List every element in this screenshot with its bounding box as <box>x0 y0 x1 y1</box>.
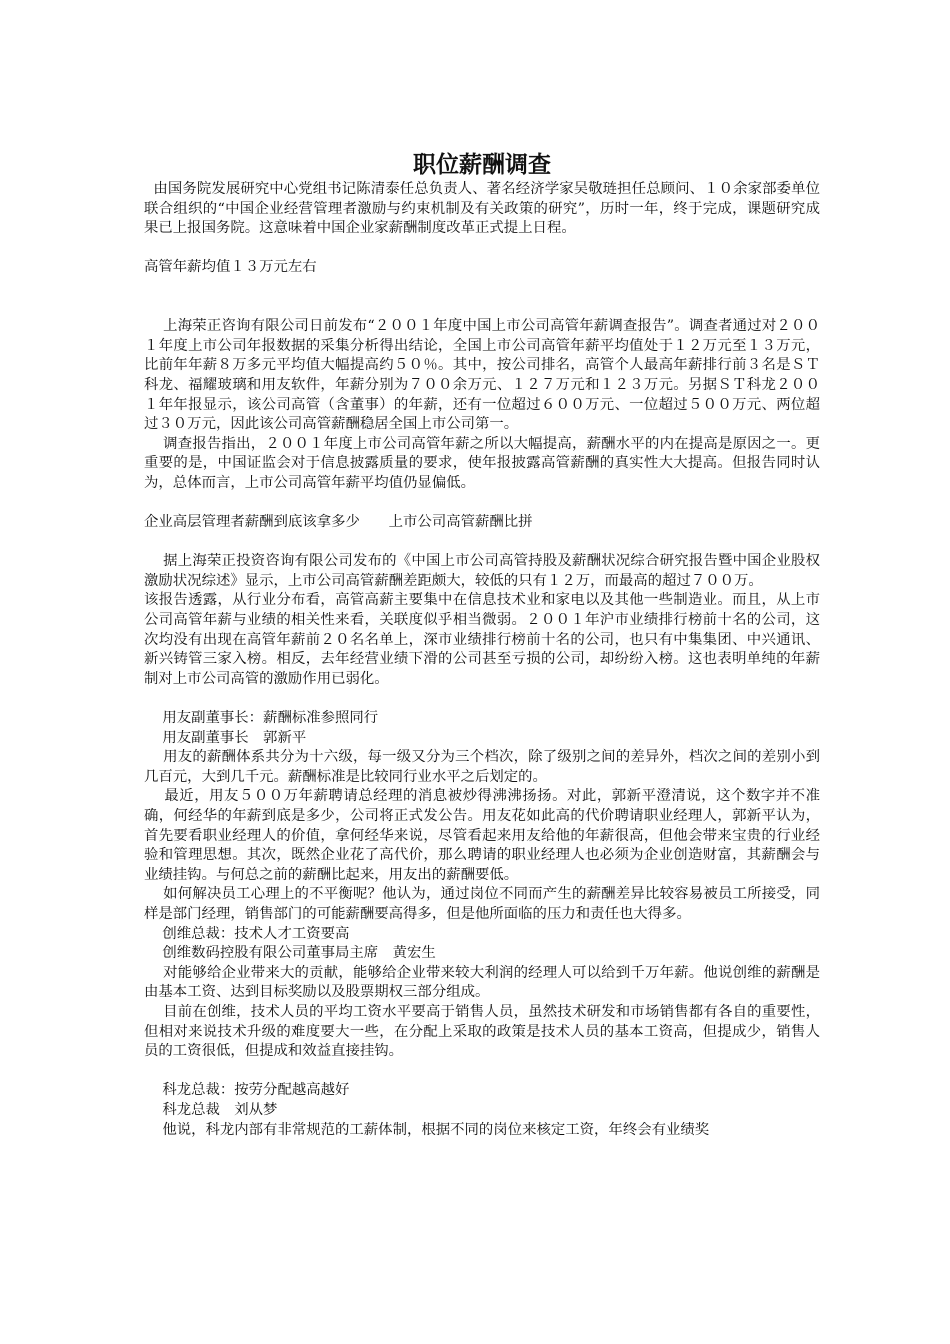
paragraph: 如何解决员工心理上的不平衡呢？他认为，通过岗位不同而产生的薪酬差异比较容易被员工所接受，同样是部门经理，销售部门的可能薪酬要高得多，但是他所面临的压力和责任也大得多。 <box>144 886 820 922</box>
paragraph: 企业高层管理者薪酬到底该拿多少 上市公司高管薪酬比拼 <box>144 514 533 531</box>
blank-line <box>144 533 820 553</box>
paragraph: 据上海荣正投资咨询有限公司发布的《中国上市公司高管持股及薪酬状况综合研究报告暨中国企业股权激励状况综述》显示，上市公司高管薪酬差距颇大，较低的只有１２万，而最高的超过７００万。 <box>144 553 820 589</box>
blank-line <box>144 494 820 514</box>
paragraph: 用友副董事长：薪酬标准参照同行 <box>144 710 379 727</box>
document-page <box>144 150 820 1140</box>
paragraph: 科龙总裁 刘从梦 <box>144 1101 278 1118</box>
paragraph: 用友的薪酬体系共分为十六级，每一级又分为三个档次，除了级别之间的差异外，档次之间的差别小到几百元，大到几千元。薪酬标准是比较同行业水平之后划定的。 <box>144 749 820 785</box>
paragraph: 最近，用友５００万年薪聘请总经理的消息被炒得沸沸扬扬。对此，郭新平澄清说，这个数字并不准确，何经华的年薪到底是多少，公司将正式发公告。用友花如此高的代价聘请职业经理人，郭新平认为，首先要看职业经理人的价值，拿何经华来说，尽管看起来用友给他的年薪很高，但他会带来宝贵的行业经验和管理思想。其次，既然企业花了高代价，那么聘请的职业经理人也必须为企业创造财富，其薪酬会与业绩挂钩。与何总之前的薪酬比起来，用友出的薪酬要低。 <box>144 788 820 883</box>
document-body <box>144 180 820 1140</box>
paragraph: 对能够给企业带来大的贡献，能够给企业带来较大利润的经理人可以给到千万年薪。他说创维的薪酬是由基本工资、达到目标奖励以及股票期权三部分组成。 <box>144 964 820 1001</box>
paragraph: 由国务院发展研究中心党组书记陈清泰任总负责人、著名经济学家吴敬琏担任总顾问、１０余家部委单位联合组织的“中国企业经营管理者激励与约束机制及有关政策的研究”，历时一年，终于完成，课题研究成果已上报国务院。这意味着中国企业家薪酬制度改革正式提上日程。 <box>144 181 820 237</box>
paragraph: 目前在创维，技术人员的平均工资水平要高于销售人员，虽然技术研发和市场销售都有各自的重要性，但相对来说技术升级的难度要大一些，在分配上采取的政策是技术人员的基本工资高，但提成少，销售人员的工资很低，但提成和效益直接挂钩。 <box>144 1003 820 1060</box>
blank-line <box>144 298 820 318</box>
paragraph: 他说，科龙内部有非常规范的工薪体制，根据不同的岗位来核定工资，年终会有业绩奖 <box>144 1121 710 1138</box>
paragraph: 创维数码控股有限公司董事局主席 黄宏生 <box>144 945 436 962</box>
page-title: 职位薪酬调查 <box>413 152 551 178</box>
blank-line <box>144 689 820 709</box>
paragraph: 调查报告指出，２００１年度上市公司高管年薪之所以大幅提高，薪酬水平的内在提高是原因之一。更重要的是，中国证监会对于信息披露质量的要求，使年报披露高管薪酬的真实性大大提高。但报告同时认为，总体而言，上市公司高管年薪平均值仍显偏低。 <box>144 435 820 491</box>
paragraph: 用友副董事长 郭新平 <box>144 729 307 746</box>
paragraph: 该报告透露，从行业分布看，高管高薪主要集中在信息技术业和家电以及其他一些制造业。而且，从上市公司高管年薪与业绩的相关性来看，关联度似乎相当微弱。２００１年沪市业绩排行榜前十名的公司，这次均没有出现在高管年薪前２０名名单上，深市业绩排行榜前十名的公司，也只有中集集团、中兴通讯、新兴铸管三家入榜。相反，去年经营业绩下滑的公司甚至亏损的公司，却纷纷入榜。这也表明单纯的年薪制对上市公司高管的激励作用已弱化。 <box>144 592 820 687</box>
blank-line <box>144 239 820 259</box>
paragraph: 科龙总裁：按劳分配越高越好 <box>144 1082 350 1099</box>
paragraph: 上海荣正咨询有限公司日前发布“２００１年度中国上市公司高管年薪调查报告”。调查者通过对２００１年度上市公司年报数据的采集分析得出结论，全国上市公司高管年薪平均值处于１２万元至１３万元，比前年年薪８万多元平均值大幅提高约５０％。其中，按公司排名，高管个人最高年薪排行前３名是ＳＴ科龙、福耀玻璃和用友软件，年薪分别为７００余万元、１２７万元和１２３万元。另据ＳＴ科龙２００１年年报显示，该公司高管（含董事）的年薪，还有一位超过６００万元、一位超过５００万元、两位超过３０万元，因此该公司高管薪酬稳居全国上市公司第一。 <box>144 318 820 433</box>
blank-line <box>144 1062 820 1082</box>
paragraph: 高管年薪均值１３万元左右 <box>144 259 317 276</box>
blank-line <box>144 278 820 298</box>
paragraph: 创维总裁：技术人才工资要高 <box>144 925 350 942</box>
